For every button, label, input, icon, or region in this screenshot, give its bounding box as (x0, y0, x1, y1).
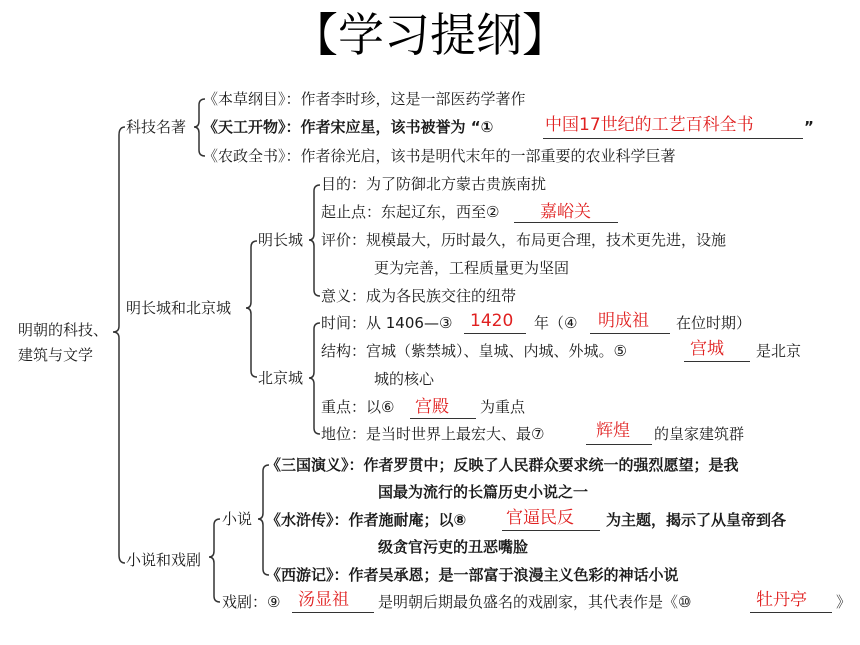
answer-10: 牡丹亭 (756, 590, 807, 610)
blank-8 (502, 530, 600, 531)
novel-shuihu-b: 为主题，揭示了从皇帝到各 (606, 511, 787, 529)
answer-2: 嘉峪关 (540, 202, 591, 222)
novel-shuihu-a: 《水浒传》：作者施耐庵；以⑧ (266, 511, 467, 529)
blank-10 (750, 612, 832, 613)
blank-7 (586, 444, 652, 445)
city-focus-a: 重点：以⑥ (321, 398, 395, 416)
blank-3 (464, 333, 526, 334)
sci-tiangong: 《天工开物》：作者宋应星，该书被誉为 “① (203, 118, 494, 136)
lit-label: 小说和戏剧 (126, 551, 202, 569)
answer-7: 辉煌 (596, 421, 630, 441)
answer-5: 宫城 (690, 339, 724, 359)
city-time-b: 年（④ (534, 314, 578, 332)
city-time-c: 在位时期） (676, 314, 752, 332)
answer-3: 1420 (470, 311, 514, 331)
drama-c: 》 (836, 593, 852, 611)
blank-5 (684, 361, 750, 362)
arch-label: 明长城和北京城 (126, 299, 232, 317)
city-status-b: 的皇家建筑群 (654, 425, 745, 443)
wall-meaning: 意义：成为各民族交往的纽带 (321, 287, 517, 305)
sci-tiangong-end: ” (804, 118, 814, 136)
drama-b: 是明朝后期最负盛名的戏剧家，其代表作是《⑩ (378, 593, 692, 611)
novel-xiyou: 《西游记》：作者吴承恩；是一部富于浪漫主义色彩的神话小说 (266, 566, 679, 584)
blank-4 (590, 333, 670, 334)
city-structure-c: 城的核心 (374, 370, 435, 388)
blank-6 (410, 418, 476, 419)
sci-nongzheng: 《农政全书》：作者徐光启，该书是明代末年的一部重要的农业科学巨著 (203, 147, 676, 165)
wall-goal: 目的：为了防御北方蒙古贵族南扰 (321, 175, 547, 193)
wall-range: 起止点：东起辽东，西至② (321, 203, 500, 221)
novel-sanguo-2: 国最为流行的长篇历史小说之一 (378, 483, 589, 501)
novel-label: 小说 (222, 510, 253, 528)
city-structure-b: 是北京 (756, 342, 802, 360)
sci-label: 科技名著 (126, 118, 187, 136)
blank-1 (543, 138, 803, 139)
city-time-a: 时间：从 1406—③ (321, 314, 453, 332)
city-status-a: 地位：是当时世界上最宏大、最⑦ (321, 425, 545, 443)
novel-sanguo-1: 《三国演义》：作者罗贯中；反映了人民群众要求统一的强烈愿望；是我 (266, 456, 739, 474)
drama-a: 戏剧：⑨ (222, 593, 281, 611)
root-label-line1: 明朝的科技、 (18, 321, 109, 339)
answer-8: 官逼民反 (506, 508, 574, 528)
answer-4: 明成祖 (598, 311, 649, 331)
page-title: 【学习提纲】 (292, 8, 568, 62)
city-focus-b: 为重点 (480, 398, 526, 416)
novel-shuihu-c: 级贪官污吏的丑恶嘴脸 (378, 538, 529, 556)
sci-bencao: 《本草纲目》：作者李时珍，这是一部医药学著作 (203, 90, 526, 108)
answer-1: 中国17世纪的工艺百科全书 (545, 115, 754, 135)
blank-2 (514, 222, 618, 223)
wall-eval-1: 评价：规模最大，历时最久，布局更合理，技术更先进，设施 (321, 231, 727, 249)
city-label: 北京城 (258, 369, 304, 387)
answer-9: 汤显祖 (298, 590, 349, 610)
answer-6: 宫殿 (415, 397, 449, 417)
wall-eval-2: 更为完善，工程质量更为坚固 (374, 259, 570, 277)
root-label-line2: 建筑与文学 (18, 346, 94, 364)
city-structure-a: 结构：宫城（紫禁城）、皇城、内城、外城。⑤ (321, 342, 627, 360)
wall-label: 明长城 (258, 231, 304, 249)
blank-9 (292, 612, 374, 613)
